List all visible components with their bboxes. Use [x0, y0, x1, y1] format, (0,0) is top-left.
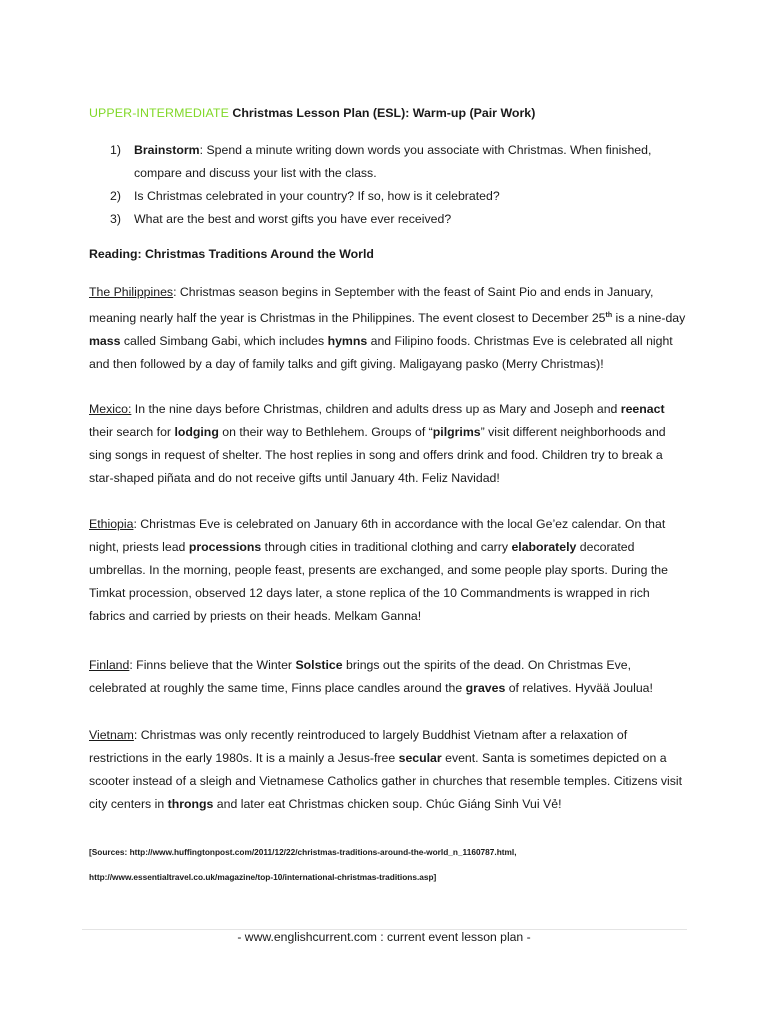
item-number: 3) — [110, 212, 121, 226]
paragraph-text: ” visit different neighborhoods and sing songs in request of shelter. The host replies in song and offers drink and food. Children try to break a star-shaped piñata and do not receive gifts until January 4th. Feliz Navidad! — [89, 425, 666, 485]
paragraph-text: : Finns believe that the Winter — [129, 658, 296, 672]
paragraph-text: event. Santa is sometimes depicted on a scooter instead of a sleigh and Vietnamese Catholics gather in churches that resemble temples. Citizens visit city centers in — [89, 751, 683, 811]
section-mexico — [89, 398, 687, 490]
item-text: What are the best and worst gifts you have ever received? — [134, 212, 452, 226]
paragraph-text: : Christmas Eve is celebrated on January 6th in accordance with the local Ge’ez calendar. On that night, priests lead — [89, 517, 666, 554]
paragraph-text: is a nine-day — [612, 311, 686, 326]
paragraph-text: : Christmas was only recently reintroduced to largely Buddhist Vietnam after a relaxation of restrictions in the early 1980s. It is a mainly a Jesus-free — [89, 728, 628, 765]
vocab-word: throngs — [167, 797, 214, 811]
paragraph-text: decorated umbrellas. In the morning, people feast, presents are exchanged, and some people play sports. During the Timkat procession, observed 12 days later, a stone replica of the 10 Commandments is wrapped in rich fabrics and carried by priests on their heads. Melkam Ganna! — [89, 540, 668, 623]
level-label: UPPER-INTERMEDIATE — [89, 106, 229, 120]
section-vietnam — [89, 724, 687, 816]
country-name: Ethiopia — [89, 517, 134, 531]
vocab-word: mass — [89, 334, 121, 349]
page-footer: - www.englishcurrent.com : current event lesson plan - — [237, 930, 531, 944]
vocab-word: lodging — [174, 425, 219, 439]
superscript: th — [605, 312, 613, 319]
paragraph-text: of relatives. Hyvää Joulua! — [505, 681, 653, 695]
country-name: Mexico: — [89, 402, 132, 416]
paragraph-text: through cities in traditional clothing and carry — [261, 540, 512, 554]
country-name: Finland — [89, 658, 130, 672]
vocab-word: pilgrims — [432, 425, 481, 439]
country-name: Vietnam — [89, 728, 134, 742]
paragraph-text: brings out the spirits of the dead. On Christmas Eve, celebrated at roughly the same time, Finns place candles around the — [89, 658, 632, 695]
vocab-word: processions — [188, 540, 262, 554]
item-text: Is Christmas celebrated in your country? If so, how is it celebrated? — [134, 189, 500, 203]
warmup-list — [89, 139, 689, 231]
paragraph-text: and Filipino foods. Christmas Eve is celebrated all night and then followed by a day of family talks and gift giving. Maligayang pasko (Merry Christmas)! — [89, 334, 673, 372]
sources-block — [89, 840, 689, 890]
warmup-item — [89, 139, 689, 185]
source-line: http://www.essentialtravel.co.uk/magazine/top-10/international-christmas-traditions.asp] — [89, 872, 437, 882]
source-line: [Sources: http://www.huffingtonpost.com/2011/12/22/christmas-traditions-around-the-world_n_1160787.html, — [89, 847, 517, 857]
paragraph-text: In the nine days before Christmas, children and adults dress up as Mary and Joseph and — [131, 402, 621, 416]
vocab-word: reenact — [620, 402, 665, 416]
paragraph-text: : Christmas season begins in September with the feast of Saint Pio and ends in January, meaning nearly half the year is Christmas in the Philippines. The event closest to December 25 — [89, 285, 654, 326]
item-text: : Spend a minute writing down words you associate with Christmas. When finished, compare and discuss your list with the class. — [134, 143, 652, 180]
item-number: 1) — [110, 143, 121, 157]
section-philippines — [89, 281, 687, 376]
vocab-word: graves — [465, 681, 506, 695]
warmup-item — [89, 208, 689, 231]
paragraph-text: on their way to Bethlehem. Groups of “ — [218, 425, 433, 439]
paragraph-text: and later eat Christmas chicken soup. Chúc Giáng Sinh Vui Vẻ! — [213, 797, 562, 811]
title-text: Christmas Lesson Plan (ESL): Warm-up (Pair Work) — [228, 106, 536, 120]
vocab-word: hymns — [327, 334, 368, 349]
vocab-word: Solstice — [295, 658, 343, 672]
paragraph-text: called Simbang Gabi, which includes — [120, 334, 328, 349]
vocab-word: elaborately — [511, 540, 577, 554]
item-number: 2) — [110, 189, 121, 203]
warmup-item — [89, 185, 689, 208]
lesson-title — [89, 106, 709, 120]
section-ethiopia — [89, 513, 687, 628]
section-finland — [89, 654, 687, 700]
vocab-word: secular — [398, 751, 442, 765]
paragraph-text: their search for — [89, 425, 175, 439]
country-name: The Philippines — [89, 285, 174, 299]
brainstorm-label: Brainstorm — [134, 143, 200, 157]
reading-heading: Reading: Christmas Traditions Around the World — [89, 247, 374, 261]
